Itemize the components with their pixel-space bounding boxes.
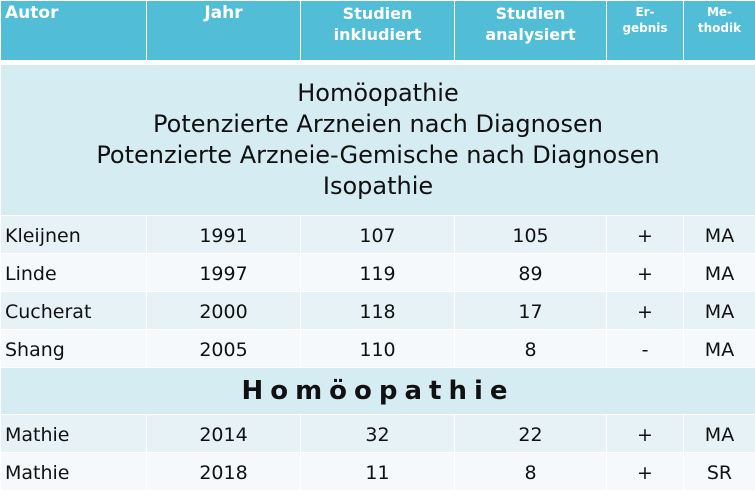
cell-jahr: 1997 — [147, 254, 301, 292]
header-ergebnis — [607, 1, 684, 61]
header-methodik-line1: Me- — [706, 5, 733, 19]
cell-methodik: MA — [684, 292, 755, 330]
cell-ergebnis: + — [607, 254, 684, 292]
header-studien-inkludiert-line1: Studien — [342, 4, 413, 23]
cell-methodik: SR — [684, 453, 755, 491]
header-row — [1, 1, 755, 61]
table-row — [1, 216, 755, 254]
table-row — [1, 292, 755, 330]
section1-line2: Potenzierte Arzneien nach Diagnosen — [153, 110, 603, 138]
header-studien-analysiert-line2: analysiert — [485, 25, 576, 44]
cell-jahr: 2000 — [147, 292, 301, 330]
header-studien-analysiert — [455, 1, 607, 61]
section-homoeopathie-full-cell — [1, 65, 755, 216]
header-autor-label: Autor — [5, 3, 59, 23]
cell-inkludiert: 32 — [301, 415, 455, 453]
cell-jahr: 2018 — [147, 453, 301, 491]
cell-inkludiert: 107 — [301, 216, 455, 254]
cell-ergebnis: + — [607, 292, 684, 330]
cell-methodik: MA — [684, 216, 755, 254]
cell-analysiert: 89 — [455, 254, 607, 292]
cell-autor: Shang — [1, 330, 147, 368]
cell-ergebnis: - — [607, 330, 684, 368]
section2-title: Homöopathie — [1, 368, 755, 415]
header-studien-inkludiert — [301, 1, 455, 61]
cell-methodik: MA — [684, 330, 755, 368]
table-row — [1, 330, 755, 368]
cell-analysiert: 22 — [455, 415, 607, 453]
cell-jahr: 2005 — [147, 330, 301, 368]
section-homoeopathie — [1, 368, 755, 415]
header-studien-analysiert-line1: Studien — [495, 4, 566, 23]
cell-analysiert: 105 — [455, 216, 607, 254]
cell-inkludiert: 119 — [301, 254, 455, 292]
cell-autor: Mathie — [1, 415, 147, 453]
section1-line4: Isopathie — [322, 172, 434, 200]
cell-analysiert: 8 — [455, 453, 607, 491]
cell-autor: Kleijnen — [1, 216, 147, 254]
header-methodik-line2: thodik — [697, 21, 742, 35]
header-methodik — [684, 1, 755, 61]
cell-autor: Cucherat — [1, 292, 147, 330]
cell-inkludiert: 110 — [301, 330, 455, 368]
table-row — [1, 453, 755, 491]
cell-methodik: MA — [684, 415, 755, 453]
cell-analysiert: 17 — [455, 292, 607, 330]
cell-ergebnis: + — [607, 216, 684, 254]
header-jahr-label: Jahr — [204, 3, 243, 23]
cell-ergebnis: + — [607, 415, 684, 453]
cell-methodik: MA — [684, 254, 755, 292]
header-autor — [1, 1, 147, 61]
cell-jahr: 1991 — [147, 216, 301, 254]
header-ergebnis-line1: Er- — [635, 5, 655, 19]
cell-autor: Mathie — [1, 453, 147, 491]
section1-line3: Potenzierte Arzneie-Gemische nach Diagnosen — [96, 141, 660, 169]
section1-line1: Homöopathie — [297, 79, 459, 107]
cell-inkludiert: 118 — [301, 292, 455, 330]
cell-ergebnis: + — [607, 453, 684, 491]
header-jahr — [147, 1, 301, 61]
header-studien-inkludiert-line2: inkludiert — [333, 25, 422, 44]
cell-autor: Linde — [1, 254, 147, 292]
table-row — [1, 415, 755, 453]
cell-analysiert: 8 — [455, 330, 607, 368]
section-homoeopathie-full — [1, 65, 755, 216]
header-ergebnis-line2: gebnis — [622, 21, 668, 35]
cell-jahr: 2014 — [147, 415, 301, 453]
table-row — [1, 254, 755, 292]
cell-inkludiert: 11 — [301, 453, 455, 491]
